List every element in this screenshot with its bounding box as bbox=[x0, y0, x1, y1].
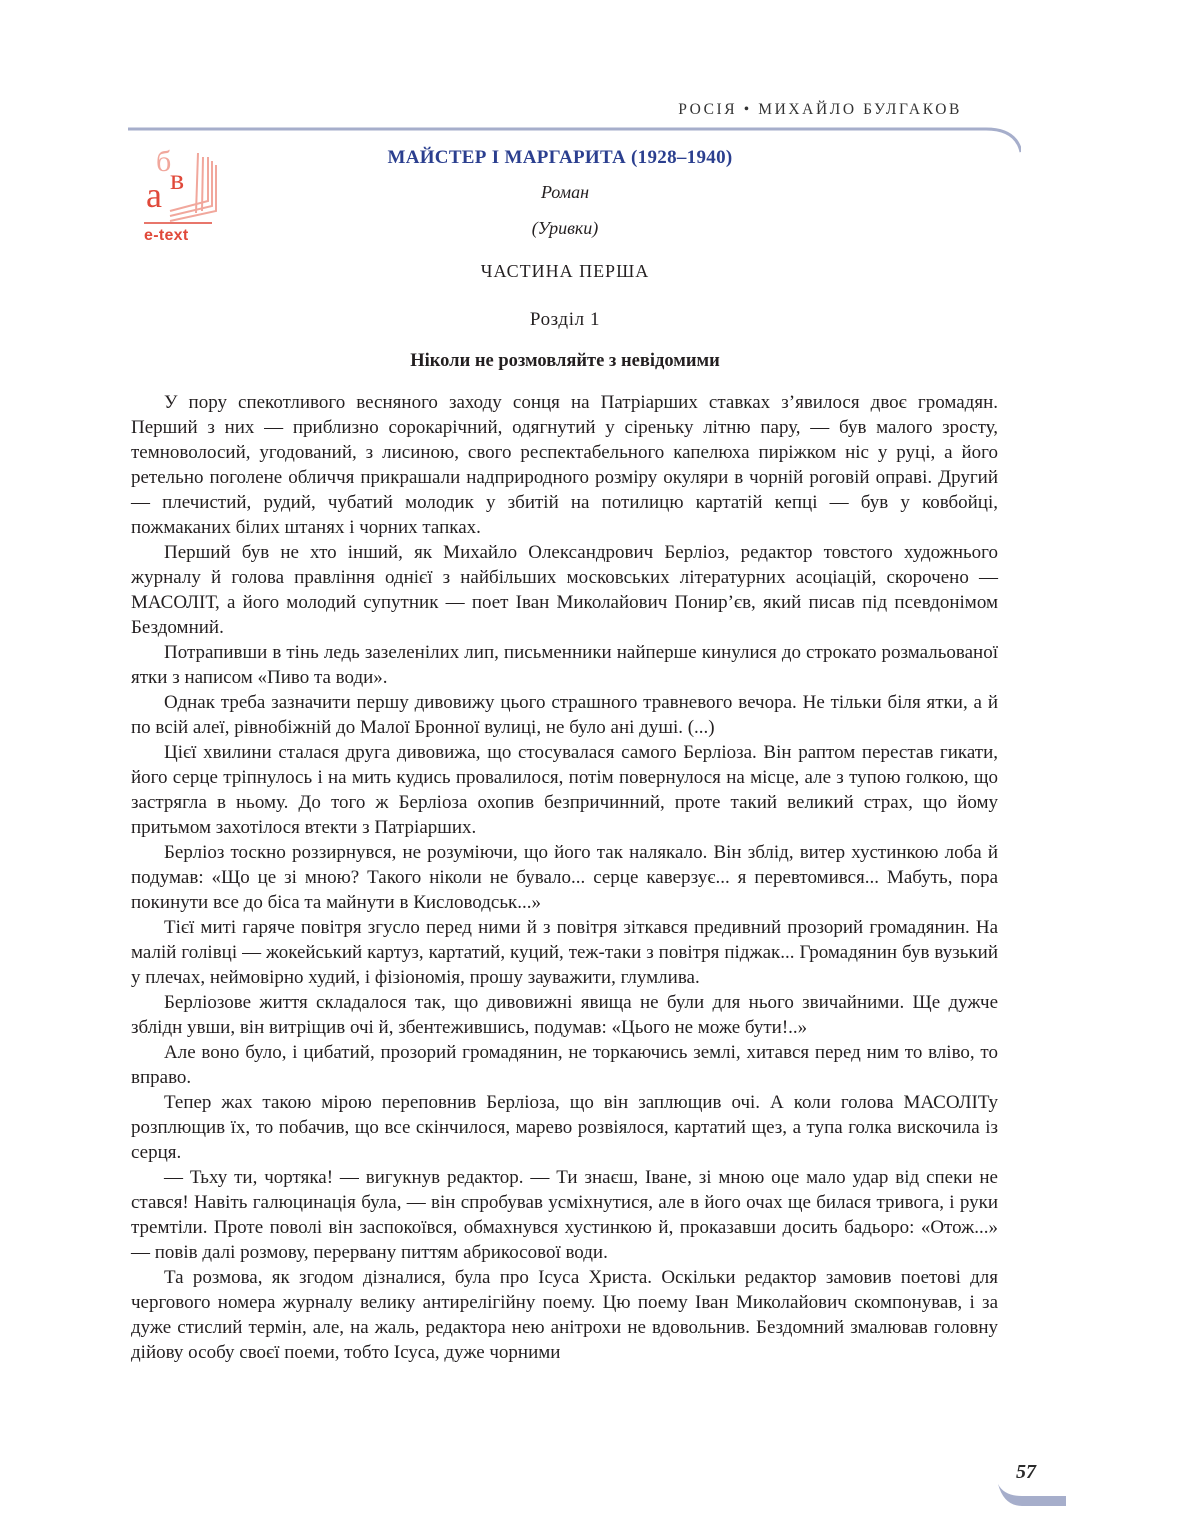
work-title: МАЙСТЕР І МАРГАРИТА (1928–1940) bbox=[387, 147, 733, 168]
body-text bbox=[131, 390, 998, 1365]
chapter-title: Ніколи не розмовляйте з невідомими bbox=[410, 351, 720, 371]
part-heading: ЧАСТИНА ПЕРША bbox=[480, 261, 650, 281]
footer-tab bbox=[998, 1482, 1066, 1508]
paragraph: — Тьху ти, чортяка! — вигукнув редактор. — Ти знаєш, Іване, зі мною оце мало удар від спеки не стався! Навіть галюцинація була, — він спробував усміхнутися, але в його очах ще билася тривога, і руки тремтіли. Проте поволі він заспокоївся, обмахнувся хустинкою й, проказавши досить бадьоро: «Отож...» — повів далі розмову, перервану питтям абрикосової води. bbox=[131, 1167, 998, 1263]
letter-b: б bbox=[156, 145, 172, 178]
paragraph: Потрапивши в тінь ледь зазеленілих лип, письменники найперше кинулися до строкато розмальованої ятки з написом «Пиво та води». bbox=[131, 642, 998, 688]
paragraph: Та розмова, як згодом дізналися, була про Ісуса Христа. Оскільки редактор замовив поетові для чергового номера журналу велику антирелігійну поему. Цю поему Іван Миколайович скомпонував, і за дуже стислий термін, але, на жаль, редактора нею анітрохи не вдовольнив. Бездомний змалював головну дійову особу своєї поеми, тобто Ісуса, дуже чорними bbox=[131, 1267, 998, 1363]
paragraph: Тепер жах такою мірою переповнив Берліоза, що він заплющив очі. А коли голова МАСОЛІТу розплющив їх, то побачив, що все скінчилося, марево розвіялося, картатий щез, а тупа голка вискочила із серця. bbox=[131, 1092, 998, 1163]
excerpt-note: (Уривки) bbox=[531, 218, 599, 238]
work-genre: Роман bbox=[540, 182, 590, 202]
paragraph: Цієї хвилини сталася друга дивовижа, що стосувалася самого Берліоза. Він раптом перестав гикати, його серце тріпнулось і на мить кудись провалилося, потім повернулося на місце, але з тупою голкою, що застрягла в ньому. До того ж Берліоза охопив безпричинний, проте такий великий страх, що йому притьмом захотілося втекти з Патріарших. bbox=[131, 742, 998, 838]
paragraph: У пору спекотливого весняного заходу сонця на Патріарших ставках з’явилося двоє громадян. Перший з них — приблизно сорокарічний, одягнутий у сіреньку літню пару, — був малого зросту, темноволосий, угодований, з лисиною, свого респектабельного капелюха пиріжком ніс у руці, а його ретельно поголене обличчя прикрашали надприродного розміру окуляри в чорній роговій оправі. Другий — плечистий, рудий, чубатий молодик у збитій на потилицю картатій кепці — був у ковбойці, пожмаканих білих штанях і чорних тапках. bbox=[131, 392, 998, 538]
chapter-heading: Розділ 1 bbox=[529, 309, 601, 330]
paragraph: Тієї миті гаряче повітря згусло перед ними й з повітря зіткався предивний прозорий громадянин. На малій голівці — жокейський картуз, картатий, куций, теж-таки з повітря піджак... Громадянин був вузький у плечах, неймовірно худий, і фізіономія, прошу зауважити, глумлива. bbox=[131, 917, 998, 988]
paragraph: Але воно було, і цибатий, прозорий громадянин, не торкаючись землі, хитався перед ним то вліво, то вправо. bbox=[131, 1042, 998, 1088]
paragraph: Перший був не хто інший, як Михайло Олександрович Берліоз, редактор товстого художнього журналу й голова правління однієї з найбільших московських літературних асоціацій, скорочено — МАСОЛІТ, а його молодий супутник — поет Іван Миколайович Понир’єв, який писав під псевдонімом Бездомний. bbox=[131, 542, 998, 638]
letter-v: в bbox=[170, 163, 185, 196]
running-head: РОСІЯ • МИХАЙЛО БУЛГАКОВ bbox=[678, 101, 962, 118]
letter-a: а bbox=[146, 175, 162, 215]
paragraph: Берліоз тоскно роззирнувся, не розуміючи, що його так налякало. Він зблід, витер хустинкою лоба й подумав: «Що це зі мною? Такого ніколи не бувало... серце каверзує... я перевтомився... Мабуть, пора покинути все до біса та майнути в Кисловодськ...» bbox=[131, 842, 998, 913]
paragraph: Однак треба зазначити першу дивовижу цього страшного травневого вечора. Не тільки біля ятки, а й по всій алеї, рівнобіжній до Малої Бронної вулиці, не було ані душі. (...) bbox=[131, 692, 998, 738]
e-text-label: e-text bbox=[144, 227, 189, 244]
paragraph: Берліозове життя складалося так, що дивовижні явища не були для нього звичайними. Ще дужче зблідн увши, він витріщив очі й, збентежившись, подумав: «Цього не може бути!..» bbox=[131, 992, 998, 1038]
page-number: 57 bbox=[1016, 1461, 1036, 1483]
